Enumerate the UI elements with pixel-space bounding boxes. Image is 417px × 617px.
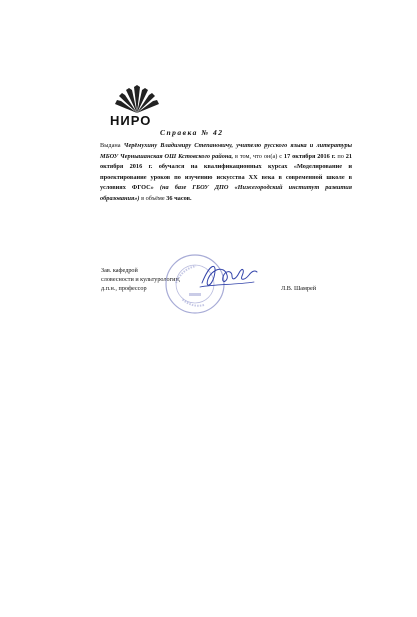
that-text: в том, что он(а) с — [234, 152, 283, 160]
date-to: 21 октября 2016 г. — [100, 152, 353, 170]
signatory-line-2: словесности и культурологии, — [101, 276, 181, 283]
date-from: 17 октября 2016 г. — [283, 152, 336, 160]
recipient-name: Черёмухину Владимиру Степановичу, — [123, 142, 234, 149]
logo-text: НИРО — [110, 113, 152, 128]
recipient-position: учителю русского языка и литературы МБОУ Чернышанская ОШ Кстовского района, — [100, 142, 352, 160]
signatory-line-1: Зав. кафедрой — [101, 267, 138, 274]
issued-label: Выдана — [100, 142, 121, 149]
handwritten-signature-icon — [196, 257, 260, 295]
course-name: «Моделирование и проектирование уроков по изучению искусства XX века в современной школе в условиях ФГОС» — [100, 163, 353, 191]
to-text: по — [337, 152, 344, 160]
signatory-name: Л.В. Шамрей — [281, 285, 317, 292]
volume-text: в объёме — [141, 194, 165, 202]
studied-text: обучался на квалификационных курсах — [158, 163, 288, 170]
course-base: (на базе ГБОУ ДПО «Нижегородский институт развития образования») — [100, 184, 352, 202]
document-title: Справка № 42 — [160, 128, 224, 137]
document-body — [100, 141, 352, 204]
hours-text: 36 часов. — [166, 194, 192, 202]
signatory-line-3: д.п.н., профессор — [101, 285, 147, 292]
